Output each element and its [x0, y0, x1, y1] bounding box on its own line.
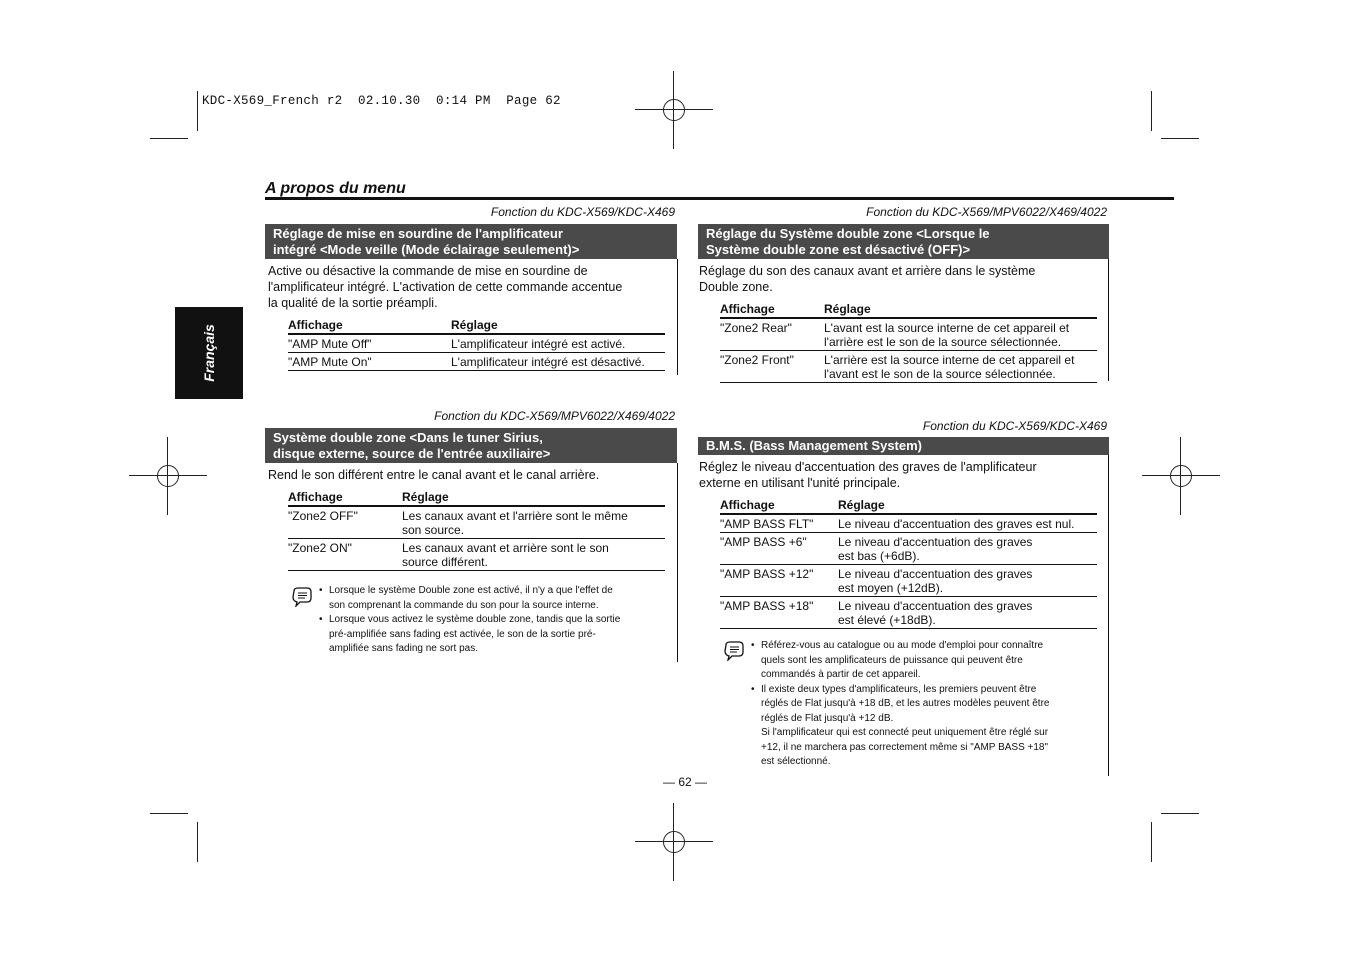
registration-mark	[1142, 437, 1220, 515]
table-row: "AMP Mute Off" L'amplificateur intégré est activé.	[288, 334, 665, 353]
settings-table	[720, 498, 1097, 629]
table-header-row: Affichage Réglage	[288, 318, 665, 334]
notes-list	[751, 639, 1101, 770]
section-description: Réglez le niveau d'accentuation des graves de l'amplificateur externe en utilisant l'unité principale.	[699, 460, 1037, 490]
title-rule	[265, 197, 1174, 200]
table-row: "AMP BASS +18" Le niveau d'accentuation des graves est élevé (+18dB).	[720, 597, 1097, 629]
registration-mark	[129, 437, 207, 515]
table-header-row: Affichage Réglage	[720, 302, 1097, 318]
page-title: A propos du menu	[265, 180, 406, 197]
note-item: • Référez-vous au catalogue ou au mode d'emploi pour connaître quels sont les amplificateurs de puissance qui peuvent être commandés à partir de cet appareil.	[751, 639, 1101, 683]
print-info: KDC-X569_French r2 02.10.30 0:14 PM Page 62	[202, 94, 561, 108]
table-row: "AMP BASS +12" Le niveau d'accentuation des graves est moyen (+12dB).	[720, 565, 1097, 597]
section-fonction: Fonction du KDC-X569/KDC-X469	[490, 205, 675, 219]
section-description: Rend le son différent entre le canal avant et le canal arrière.	[268, 468, 600, 482]
table-row: "AMP Mute On" L'amplificateur intégré est désactivé.	[288, 353, 665, 371]
section-heading: Réglage du Système double zone <Lorsque le Système double zone est désactivé (OFF)>	[698, 224, 1109, 259]
crop-mark	[1151, 91, 1152, 131]
crop-mark	[1161, 813, 1199, 814]
note-item: • Il existe deux types d'amplificateurs, les premiers peuvent être réglés de Flat jusqu'à +18 dB, et les autres modèles peuvent être réglés de Flat jusqu'à +12 dB. Si l'amplificateur qui est connecté peut uniquement être réglé sur +12, il ne marchera pas correctement même si "AMP BASS +18" est sélectionné.	[751, 683, 1101, 770]
language-tab	[175, 307, 243, 399]
table-row: "AMP BASS +6" Le niveau d'accentuation des graves est bas (+6dB).	[720, 533, 1097, 565]
section-heading: Réglage de mise en sourdine de l'amplificateur intégré <Mode veille (Mode éclairage seulement)>	[265, 224, 677, 259]
registration-mark	[635, 803, 713, 881]
page-number: — 62 —	[662, 775, 707, 789]
settings-table	[288, 490, 665, 571]
section-description: Réglage du son des canaux avant et arrière dans le système Double zone.	[699, 264, 1036, 294]
column-divider	[677, 463, 678, 662]
section-fonction: Fonction du KDC-X569/MPV6022/X469/4022	[434, 409, 675, 423]
crop-mark	[150, 813, 188, 814]
crop-mark	[150, 138, 188, 139]
table-row: "Zone2 OFF" Les canaux avant et l'arrière sont le même son source.	[288, 506, 665, 539]
crop-mark	[197, 822, 198, 862]
column-divider	[677, 259, 678, 375]
note-item: • Lorsque vous activez le système double zone, tandis que la sortie pré-amplifiée sans fading est activée, le son de la sortie pré- amplifiée sans fading ne sort pas.	[319, 613, 669, 657]
table-header-row: Affichage Réglage	[720, 498, 1097, 514]
table-row: "Zone2 Rear" L'avant est la source interne de cet appareil et l'arrière est le son de la source sélectionnée.	[720, 318, 1097, 351]
section-fonction: Fonction du KDC-X569/MPV6022/X469/4022	[866, 205, 1107, 219]
crop-mark	[1151, 822, 1152, 862]
settings-table	[288, 318, 665, 371]
table-header-row: Affichage Réglage	[288, 490, 665, 506]
section-heading: Système double zone <Dans le tuner Sirius, disque externe, source de l'entrée auxiliaire>	[265, 428, 677, 463]
table-row: "Zone2 ON" Les canaux avant et arrière sont le son source différent.	[288, 539, 665, 571]
column-divider	[1108, 455, 1109, 776]
note-icon	[291, 587, 313, 607]
registration-mark	[635, 71, 713, 149]
section-description: Active ou désactive la commande de mise en sourdine de l'amplificateur intégré. L'activation de cette commande accentue la qualité de la sortie préampli.	[268, 264, 623, 310]
table-row: "Zone2 Front" L'arrière est la source interne de cet appareil et l'avant est le son de la source sélectionnée.	[720, 351, 1097, 383]
language-tab-label: Français	[201, 324, 217, 382]
crop-mark	[1161, 138, 1199, 139]
section-fonction: Fonction du KDC-X569/KDC-X469	[922, 419, 1107, 433]
table-row: "AMP BASS FLT" Le niveau d'accentuation des graves est nul.	[720, 514, 1097, 533]
section-heading: B.M.S. (Bass Management System)	[698, 437, 1109, 455]
note-icon	[723, 641, 745, 661]
crop-mark	[197, 91, 198, 131]
settings-table	[720, 302, 1097, 383]
column-divider	[1108, 259, 1109, 381]
note-item: • Lorsque le système Double zone est activé, il n'y a que l'effet de son comprenant la commande du son pour la source interne.	[319, 584, 669, 613]
notes-list	[319, 584, 669, 657]
